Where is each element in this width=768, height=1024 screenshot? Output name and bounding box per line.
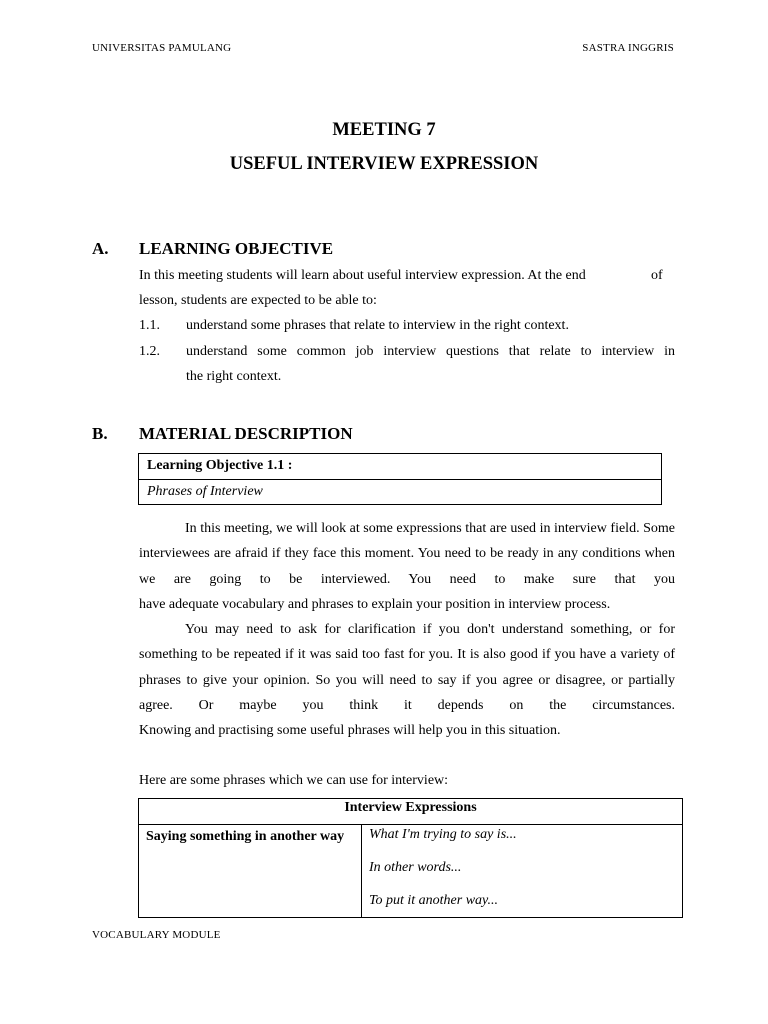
section-a-letter: A.	[92, 239, 109, 258]
section-a-intro-line1: In this meeting students will learn about useful interview expression. At the end	[139, 268, 586, 283]
learning-objective-subtitle: Phrases of Interview	[139, 479, 661, 504]
objective-number: 1.2.	[139, 344, 160, 359]
paragraph-2: You may need to ask for clarification if you don't understand something, or for something to be repeated if it was said too fast for you. It is also good if you have a variety of phrases to give your opinion. So you will need to say if you agree or disagree, or partially agree. Or maybe you think it depends on the circumstances.	[139, 622, 675, 714]
table-category: Saying something in another way	[139, 825, 362, 918]
meeting-subtitle: USEFUL INTERVIEW EXPRESSION	[229, 154, 539, 174]
objective-text-continued: the right context.	[186, 369, 282, 384]
paragraph-1-last-line: have adequate vocabulary and phrases to explain your position in interview process.	[139, 597, 611, 612]
learning-objective-box	[138, 453, 662, 505]
section-a-heading: LEARNING OBJECTIVE	[139, 239, 334, 258]
example-phrase: What I'm trying to say is...	[369, 827, 517, 842]
interview-expressions-table	[138, 798, 683, 918]
table-examples	[362, 825, 683, 918]
learning-objective-label: Learning Objective 1.1 :	[147, 458, 293, 473]
section-b-letter: B.	[92, 424, 108, 443]
table-header: Interview Expressions	[139, 799, 683, 825]
paragraph-2-last-line: Knowing and practising some useful phrases will help you in this situation.	[139, 723, 561, 738]
section-a-intro-line2: lesson, students are expected to be able to:	[139, 293, 377, 308]
example-phrase: In other words...	[369, 860, 462, 875]
meeting-title: MEETING 7	[332, 120, 436, 140]
section-a-intro-line1-end: of	[651, 268, 663, 283]
footer-module: VOCABULARY MODULE	[92, 929, 221, 941]
section-b-heading: MATERIAL DESCRIPTION	[139, 424, 353, 443]
example-phrase: To put it another way...	[369, 893, 499, 908]
paragraph-1: In this meeting, we will look at some expressions that are used in interview field. Some interviewees are afraid if they face this moment. You need to be ready in any conditions when we are going to be interviewed. You need to make sure that you	[139, 521, 675, 587]
objective-text: understand some common job interview questions that relate to interview in	[186, 344, 675, 359]
objective-number: 1.1.	[139, 318, 160, 333]
objective-text: understand some phrases that relate to interview in the right context.	[186, 318, 569, 333]
header-university: UNIVERSITAS PAMULANG	[92, 42, 232, 54]
table-row	[139, 825, 683, 918]
header-department: SASTRA INGGRIS	[582, 42, 674, 54]
table-lead-in: Here are some phrases which we can use for interview:	[139, 773, 449, 788]
